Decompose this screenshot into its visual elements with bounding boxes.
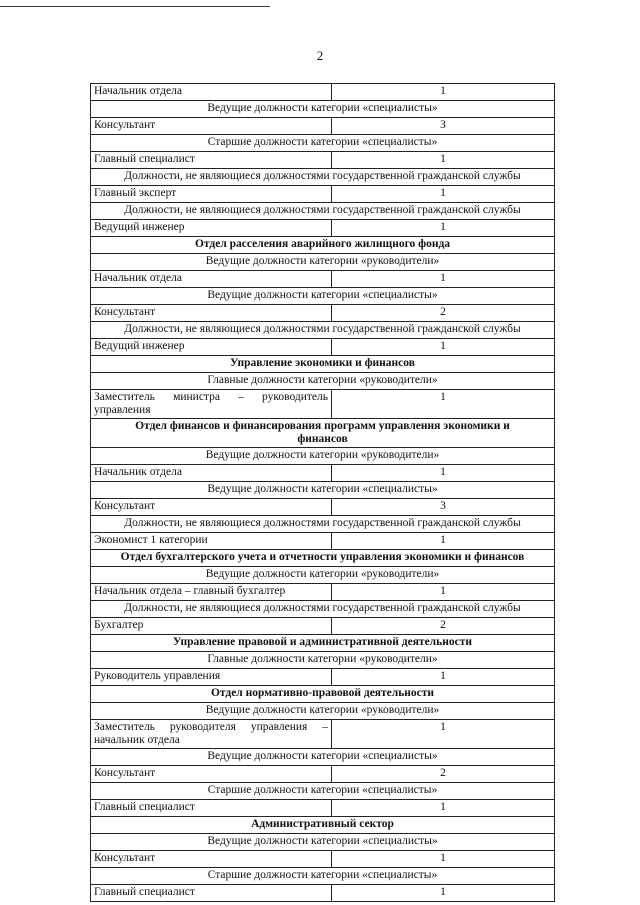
section-title: Отдел бухгалтерского учета и отчетности управления экономики и финансов — [91, 550, 555, 567]
position-name: Главный специалист — [91, 152, 332, 169]
staff-table-body — [91, 84, 555, 902]
position-name: Начальник отдела — [91, 84, 332, 101]
category-label: Должности, не являющиеся должностями государственной гражданской службы — [91, 203, 555, 220]
position-row — [91, 84, 555, 101]
position-row — [91, 766, 555, 783]
position-count: 3 — [332, 499, 555, 516]
category-label: Старшие должности категории «специалисты» — [91, 783, 555, 800]
position-row — [91, 800, 555, 817]
position-count: 1 — [332, 800, 555, 817]
position-row — [91, 533, 555, 550]
position-row — [91, 885, 555, 902]
position-name: Начальник отдела — [91, 271, 332, 288]
category-row — [91, 868, 555, 885]
category-row — [91, 169, 555, 186]
position-count: 1 — [332, 720, 555, 749]
position-row — [91, 584, 555, 601]
position-row — [91, 305, 555, 322]
position-count: 1 — [332, 271, 555, 288]
position-name: Главный специалист — [91, 885, 332, 902]
position-row — [91, 271, 555, 288]
position-name-line: Заместитель руководителя управления – — [94, 721, 328, 733]
position-name: Консультант — [91, 851, 332, 868]
position-name: Консультант — [91, 499, 332, 516]
position-name: Руководитель управления — [91, 669, 332, 686]
position-count: 1 — [332, 339, 555, 356]
position-count: 2 — [332, 766, 555, 783]
category-label: Ведущие должности категории «руководители» — [91, 254, 555, 271]
position-count: 1 — [332, 220, 555, 237]
category-label: Должности, не являющиеся должностями государственной гражданской службы — [91, 516, 555, 533]
position-name: Консультант — [91, 766, 332, 783]
position-name: Начальник отдела — [91, 465, 332, 482]
position-name: Ведущий инженер — [91, 220, 332, 237]
position-name — [91, 720, 332, 749]
category-label: Ведущие должности категории «руководители» — [91, 567, 555, 584]
category-label: Должности, не являющиеся должностями государственной гражданской службы — [91, 169, 555, 186]
position-row — [91, 152, 555, 169]
position-row — [91, 618, 555, 635]
position-row — [91, 720, 555, 749]
position-row — [91, 220, 555, 237]
category-label: Должности, не являющиеся должностями государственной гражданской службы — [91, 601, 555, 618]
position-count: 1 — [332, 885, 555, 902]
page-number: 2 — [316, 48, 324, 63]
section-title: Управление экономики и финансов — [91, 356, 555, 373]
header-rule — [0, 6, 270, 7]
category-row — [91, 516, 555, 533]
staff-table — [90, 83, 555, 902]
category-label: Ведущие должности категории «специалисты» — [91, 101, 555, 118]
position-row — [91, 669, 555, 686]
section-row — [91, 817, 555, 834]
section-title: Отдел расселения аварийного жилищного фонда — [91, 237, 555, 254]
category-row — [91, 322, 555, 339]
category-row — [91, 373, 555, 390]
position-row — [91, 339, 555, 356]
position-count: 2 — [332, 618, 555, 635]
section-row — [91, 635, 555, 652]
category-row — [91, 567, 555, 584]
category-label: Ведущие должности категории «специалисты» — [91, 749, 555, 766]
position-count: 1 — [332, 669, 555, 686]
category-row — [91, 652, 555, 669]
category-label: Ведущие должности категории «специалисты» — [91, 482, 555, 499]
category-row — [91, 288, 555, 305]
position-row — [91, 465, 555, 482]
position-name-line: Заместитель министра – руководитель — [94, 391, 328, 403]
position-name: Консультант — [91, 118, 332, 135]
section-title-line: финансов — [297, 433, 348, 445]
position-count: 1 — [332, 465, 555, 482]
section-row — [91, 237, 555, 254]
category-label: Главные должности категории «руководители» — [91, 373, 555, 390]
category-row — [91, 448, 555, 465]
position-name: Ведущий инженер — [91, 339, 332, 356]
category-label: Ведущие должности категории «специалисты» — [91, 288, 555, 305]
position-count: 2 — [332, 305, 555, 322]
section-row — [91, 356, 555, 373]
position-count: 1 — [332, 84, 555, 101]
category-label: Ведущие должности категории «специалисты» — [91, 834, 555, 851]
category-row — [91, 783, 555, 800]
category-label: Главные должности категории «руководители» — [91, 652, 555, 669]
section-title-line: Отдел финансов и финансирования программ управления экономики и — [135, 420, 510, 432]
position-name-line: управления — [94, 404, 151, 416]
position-row — [91, 118, 555, 135]
position-count: 3 — [332, 118, 555, 135]
position-name-line: начальник отдела — [94, 734, 180, 746]
position-row — [91, 499, 555, 516]
category-row — [91, 101, 555, 118]
position-name: Экономист 1 категории — [91, 533, 332, 550]
category-label: Старшие должности категории «специалисты» — [91, 868, 555, 885]
category-label: Должности, не являющиеся должностями государственной гражданской службы — [91, 322, 555, 339]
position-row — [91, 390, 555, 419]
position-count: 1 — [332, 152, 555, 169]
category-row — [91, 135, 555, 152]
position-count: 1 — [332, 851, 555, 868]
section-title: Управление правовой и административной деятельности — [91, 635, 555, 652]
position-count: 1 — [332, 390, 555, 419]
category-row — [91, 203, 555, 220]
category-row — [91, 601, 555, 618]
position-name: Начальник отдела – главный бухгалтер — [91, 584, 332, 601]
position-row — [91, 186, 555, 203]
section-title — [91, 419, 555, 448]
position-name: Консультант — [91, 305, 332, 322]
position-name: Бухгалтер — [91, 618, 332, 635]
category-row — [91, 482, 555, 499]
category-row — [91, 254, 555, 271]
category-row — [91, 749, 555, 766]
category-row — [91, 703, 555, 720]
section-title: Отдел нормативно-правовой деятельности — [91, 686, 555, 703]
section-row — [91, 550, 555, 567]
category-row — [91, 834, 555, 851]
section-row — [91, 686, 555, 703]
position-name: Главный специалист — [91, 800, 332, 817]
position-count: 1 — [332, 186, 555, 203]
section-row — [91, 419, 555, 448]
position-count: 1 — [332, 584, 555, 601]
category-label: Старшие должности категории «специалисты» — [91, 135, 555, 152]
category-label: Ведущие должности категории «руководители» — [91, 448, 555, 465]
position-name — [91, 390, 332, 419]
position-count: 1 — [332, 533, 555, 550]
position-name: Главный эксперт — [91, 186, 332, 203]
category-label: Ведущие должности категории «руководители» — [91, 703, 555, 720]
position-row — [91, 851, 555, 868]
section-title: Административный сектор — [91, 817, 555, 834]
